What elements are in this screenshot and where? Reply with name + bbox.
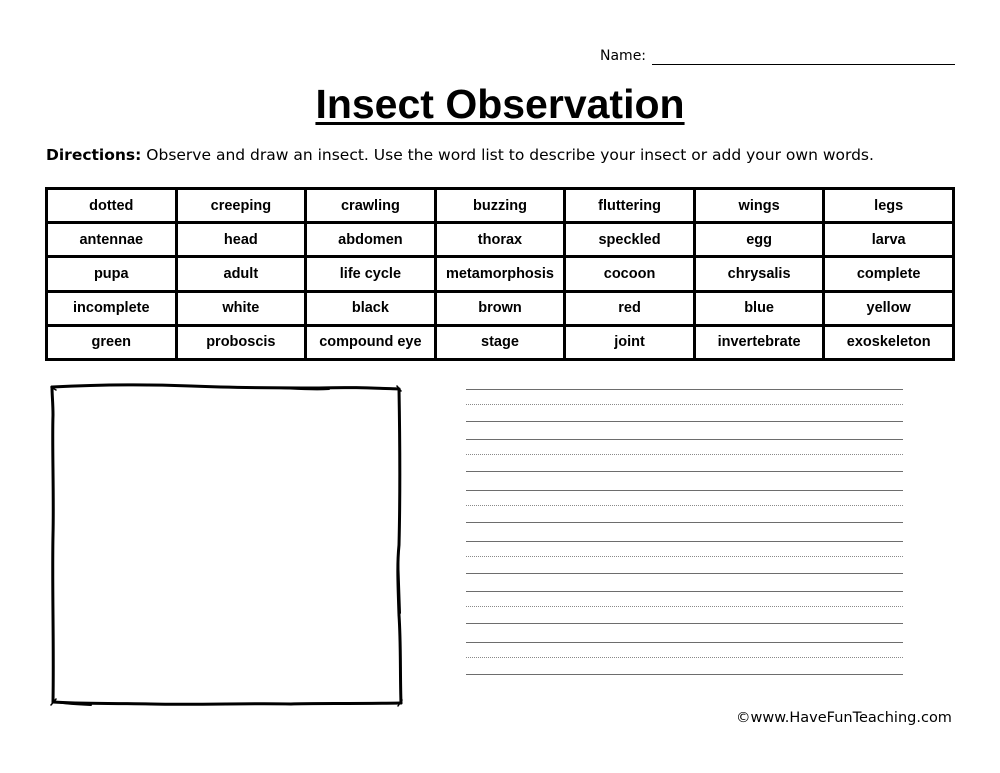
word-cell: blue <box>694 291 824 325</box>
writing-line-baseline <box>466 522 903 523</box>
page-title: Insect Observation <box>315 81 685 127</box>
word-cell: crawling <box>306 189 436 223</box>
writing-line-baseline <box>466 421 903 422</box>
directions <box>46 145 874 165</box>
word-cell: dotted <box>47 189 177 223</box>
word-cell: head <box>176 223 306 257</box>
word-row <box>47 257 954 291</box>
writing-line-midline <box>466 556 903 557</box>
name-input-line[interactable] <box>652 46 955 65</box>
name-label: Name: <box>600 48 647 64</box>
word-cell: invertebrate <box>694 325 824 359</box>
word-cell: complete <box>824 257 954 291</box>
word-cell: legs <box>824 189 954 223</box>
word-cell: creeping <box>176 189 306 223</box>
word-row <box>47 189 954 223</box>
writing-line-top <box>466 642 903 643</box>
word-cell: incomplete <box>47 291 177 325</box>
writing-line-baseline <box>466 674 903 675</box>
word-cell: buzzing <box>435 189 565 223</box>
writing-line-baseline <box>466 623 903 624</box>
drawing-box[interactable] <box>48 382 398 702</box>
name-field <box>600 46 955 65</box>
word-cell: abdomen <box>306 223 436 257</box>
word-row <box>47 223 954 257</box>
word-cell: red <box>565 291 695 325</box>
word-cell: antennae <box>47 223 177 257</box>
word-cell: green <box>47 325 177 359</box>
word-cell: thorax <box>435 223 565 257</box>
word-cell: white <box>176 291 306 325</box>
directions-label: Directions: <box>46 146 142 164</box>
word-cell: metamorphosis <box>435 257 565 291</box>
word-row <box>47 291 954 325</box>
writing-line-baseline <box>466 471 903 472</box>
hand-drawn-square-icon <box>48 382 404 708</box>
writing-line-midline <box>466 454 903 455</box>
word-cell: proboscis <box>176 325 306 359</box>
writing-line-top <box>466 439 903 440</box>
writing-line-top <box>466 591 903 592</box>
word-cell: larva <box>824 223 954 257</box>
word-cell: speckled <box>565 223 695 257</box>
word-cell: adult <box>176 257 306 291</box>
word-cell: exoskeleton <box>824 325 954 359</box>
word-cell: compound eye <box>306 325 436 359</box>
writing-line-midline <box>466 606 903 607</box>
writing-line-midline <box>466 505 903 506</box>
word-cell: chrysalis <box>694 257 824 291</box>
word-row <box>47 325 954 359</box>
word-cell: black <box>306 291 436 325</box>
word-list-table <box>45 187 955 361</box>
word-cell: fluttering <box>565 189 695 223</box>
directions-text: Observe and draw an insect. Use the word list to describe your insect or add your own words. <box>141 146 874 164</box>
writing-line-top <box>466 490 903 491</box>
word-cell: life cycle <box>306 257 436 291</box>
word-cell: wings <box>694 189 824 223</box>
word-cell: pupa <box>47 257 177 291</box>
writing-line-top <box>466 541 903 542</box>
word-cell: egg <box>694 223 824 257</box>
writing-line-midline <box>466 657 903 658</box>
writing-line-top <box>466 389 903 390</box>
word-cell: stage <box>435 325 565 359</box>
word-cell: joint <box>565 325 695 359</box>
word-cell: brown <box>435 291 565 325</box>
word-cell: yellow <box>824 291 954 325</box>
writing-line-midline <box>466 404 903 405</box>
copyright-footer: ©www.HaveFunTeaching.com <box>736 710 952 726</box>
writing-line-baseline <box>466 573 903 574</box>
word-cell: cocoon <box>565 257 695 291</box>
